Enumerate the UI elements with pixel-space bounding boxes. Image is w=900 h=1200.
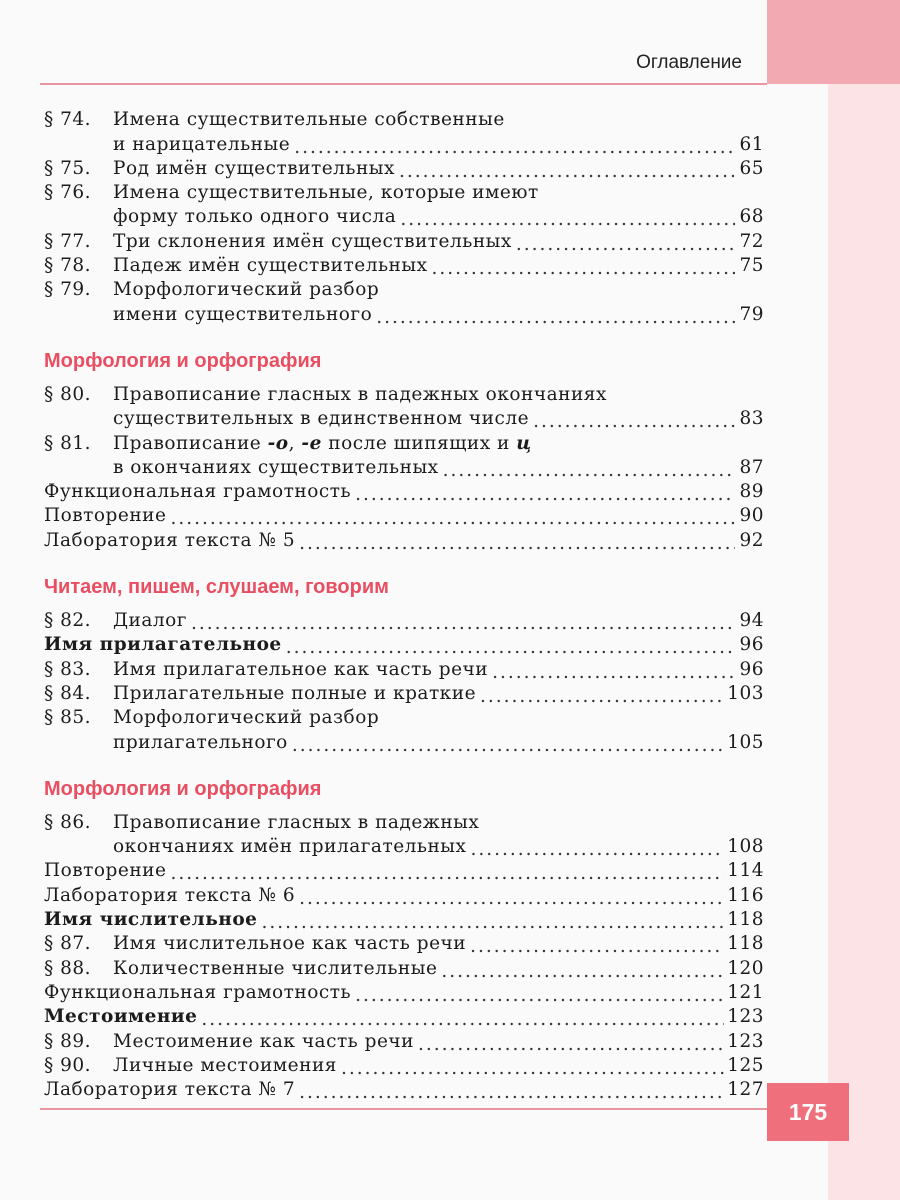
toc-entry-78[interactable]: § 78. Падеж имён существительных ..... 75 bbox=[44, 252, 764, 276]
dot-leader bbox=[191, 613, 735, 632]
dot-leader bbox=[292, 734, 724, 753]
page-number: 175 bbox=[767, 1083, 849, 1141]
toc-entry-89[interactable]: § 89. Местоимение как часть речи ..... 123 bbox=[44, 1027, 764, 1051]
toc-entry-text-lab-5[interactable]: Лаборатория текста № 5 ..... 92 bbox=[44, 526, 764, 550]
toc-entry-functional-literacy-2[interactable]: Функциональная грамотность ..... 121 bbox=[44, 979, 764, 1003]
toc-entry-88[interactable]: § 88. Количественные числительные ..... 120 bbox=[44, 954, 764, 978]
toc-entry-82[interactable]: § 82. Диалог ..... 94 bbox=[44, 607, 764, 631]
dot-leader bbox=[443, 459, 735, 478]
toc-entry-repetition[interactable]: Повторение ..... 90 bbox=[44, 502, 764, 526]
toc-entry-75[interactable]: § 75. Род имён существительных ..... 65 bbox=[44, 155, 764, 179]
dot-leader bbox=[470, 839, 724, 858]
toc-entry-81-cont[interactable]: в окончаниях существительных ..... 87 bbox=[44, 454, 764, 478]
toc-entry-83[interactable]: § 83. Имя прилагательное как часть речи ..... 96 bbox=[44, 655, 764, 679]
dot-leader bbox=[492, 661, 735, 680]
toc-entry-85-cont[interactable]: прилагательного ..... 105 bbox=[44, 728, 764, 752]
table-of-contents bbox=[44, 106, 764, 1100]
toc-entry-80[interactable]: § 80. Правописание гласных в падежных окончаниях bbox=[44, 383, 607, 405]
dot-leader bbox=[480, 685, 724, 704]
toc-entry-text-lab-7[interactable]: Лаборатория текста № 7 ..... 127 bbox=[44, 1076, 764, 1100]
toc-entry-86[interactable]: § 86. Правописание гласных в падежных bbox=[44, 811, 480, 833]
toc-entry-84[interactable]: § 84. Прилагательные полные и краткие ..... 103 bbox=[44, 680, 764, 704]
dot-leader bbox=[432, 258, 735, 277]
toc-entry-77[interactable]: § 77. Три склонения имён существительных ..... 72 bbox=[44, 227, 764, 251]
dot-leader bbox=[418, 1033, 724, 1052]
toc-entry-81[interactable]: § 81. Правописание -о , -е после шипящих и ц bbox=[44, 432, 532, 454]
toc-entry-76[interactable]: § 76. Имена существительные, которые имеют bbox=[44, 182, 539, 204]
section-heading-morphology-1: Морфология и орфография bbox=[44, 349, 322, 372]
toc-entry-79-cont[interactable]: имени существительного ..... 79 bbox=[44, 300, 764, 324]
toc-entry-functional-literacy[interactable]: Функциональная грамотность ..... 89 bbox=[44, 478, 764, 502]
side-strip bbox=[828, 84, 900, 1200]
toc-entry-adjective[interactable]: Имя прилагательное ..... 96 bbox=[44, 631, 764, 655]
toc-entry-76-cont[interactable]: форму только одного числа ..... 68 bbox=[44, 203, 764, 227]
dot-leader bbox=[201, 1009, 724, 1028]
header-tab bbox=[767, 0, 900, 84]
dot-leader bbox=[299, 887, 724, 906]
footer-divider bbox=[40, 1108, 828, 1110]
dot-leader bbox=[441, 960, 724, 979]
toc-entry-numeral[interactable]: Имя числительное ..... 118 bbox=[44, 906, 764, 930]
dot-leader bbox=[533, 411, 735, 430]
page-title: Оглавление bbox=[636, 52, 742, 73]
toc-entry-text-lab-6[interactable]: Лаборатория текста № 6 ..... 116 bbox=[44, 881, 764, 905]
dot-leader bbox=[341, 1057, 724, 1076]
dot-leader bbox=[170, 863, 724, 882]
toc-entry-79[interactable]: § 79. Морфологический разбор bbox=[44, 279, 380, 301]
dot-leader bbox=[261, 912, 724, 931]
dot-leader bbox=[355, 984, 724, 1003]
dot-leader bbox=[355, 484, 735, 503]
dot-leader bbox=[400, 209, 735, 228]
toc-entry-87[interactable]: § 87. Имя числительное как часть речи ..... 118 bbox=[44, 930, 764, 954]
dot-leader bbox=[516, 233, 735, 252]
toc-entry-74[interactable]: § 74. Имена существительные собственные bbox=[44, 109, 505, 131]
section-heading-morphology-2: Морфология и орфография bbox=[44, 777, 322, 800]
toc-entry-80-cont[interactable]: существительных в единственном числе ..... 83 bbox=[44, 405, 764, 429]
dot-leader bbox=[399, 160, 735, 179]
toc-entry-86-cont[interactable]: окончаниях имён прилагательных ..... 108 bbox=[44, 833, 764, 857]
dot-leader bbox=[286, 637, 735, 656]
dot-leader bbox=[294, 136, 735, 155]
dot-leader bbox=[470, 936, 724, 955]
header-divider bbox=[40, 83, 767, 85]
section-heading-read-write: Читаем, пишем, слушаем, говорим bbox=[44, 575, 389, 598]
toc-entry-85[interactable]: § 85. Морфологический разбор bbox=[44, 707, 380, 729]
toc-entry-74-cont[interactable]: и нарицательные ..... 61 bbox=[44, 130, 764, 154]
dot-leader bbox=[299, 1082, 724, 1101]
toc-entry-pronoun[interactable]: Местоимение ..... 123 bbox=[44, 1003, 764, 1027]
dot-leader bbox=[170, 508, 735, 527]
toc-entry-90[interactable]: § 90. Личные местоимения ..... 125 bbox=[44, 1052, 764, 1076]
dot-leader bbox=[299, 532, 735, 551]
toc-entry-repetition-2[interactable]: Повторение ..... 114 bbox=[44, 857, 764, 881]
dot-leader bbox=[376, 306, 735, 325]
